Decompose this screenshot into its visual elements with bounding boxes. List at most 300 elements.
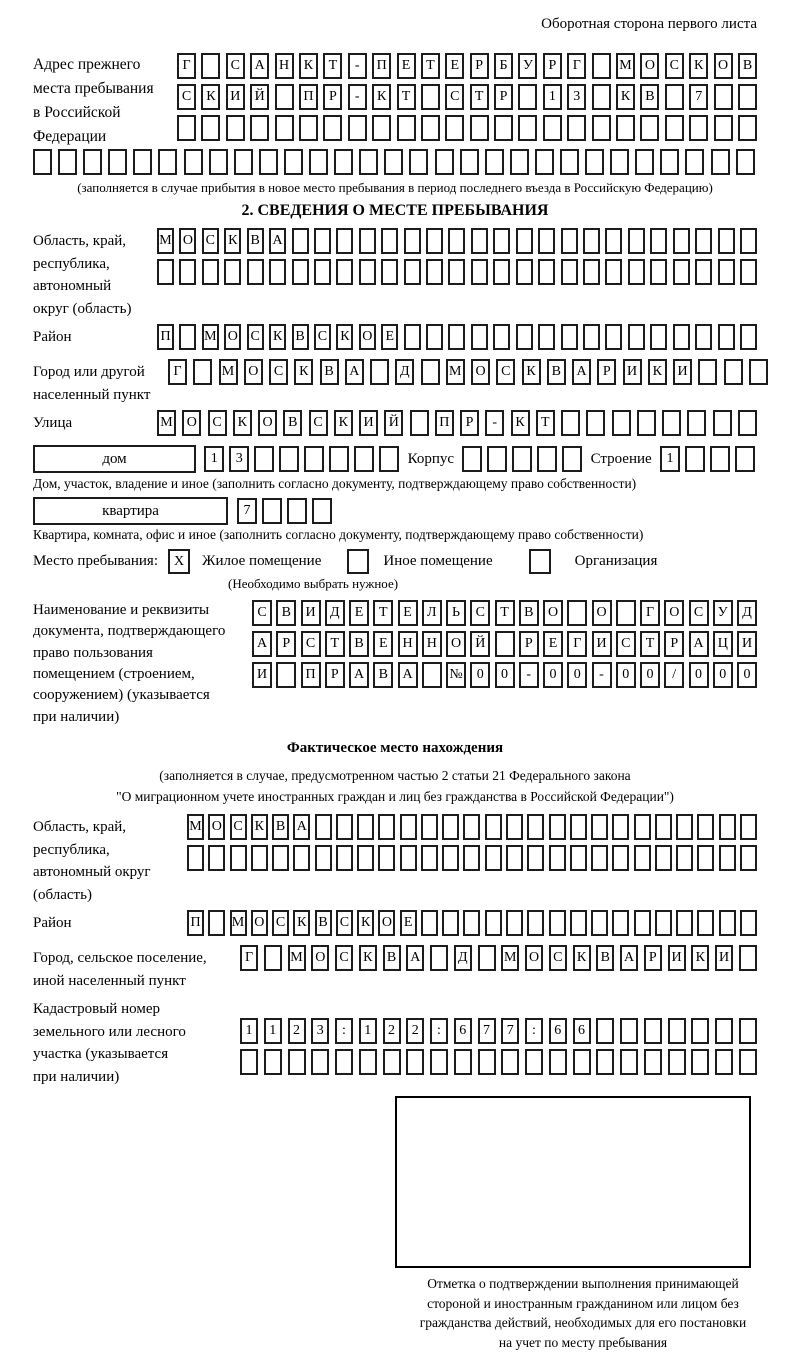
- char-cell[interactable]: В: [738, 53, 757, 79]
- char-cell[interactable]: [676, 845, 693, 871]
- char-cell[interactable]: [739, 945, 757, 971]
- char-cell[interactable]: [493, 259, 510, 285]
- char-cell[interactable]: [463, 910, 480, 936]
- char-cell[interactable]: 0: [543, 662, 563, 688]
- char-cell[interactable]: К: [233, 410, 252, 436]
- char-cell[interactable]: Й: [250, 84, 269, 110]
- char-cell[interactable]: К: [269, 324, 286, 350]
- char-cell[interactable]: [334, 149, 353, 175]
- char-cell[interactable]: [612, 814, 629, 840]
- char-cell[interactable]: [665, 115, 684, 141]
- char-cell[interactable]: [637, 410, 656, 436]
- char-cell[interactable]: К: [357, 910, 374, 936]
- char-cell[interactable]: [668, 1049, 686, 1075]
- char-cell[interactable]: Е: [445, 53, 464, 79]
- char-cell[interactable]: 3: [229, 446, 249, 472]
- char-cell[interactable]: [736, 149, 755, 175]
- char-cell[interactable]: [314, 259, 331, 285]
- char-cell[interactable]: Е: [543, 631, 563, 657]
- char-cell[interactable]: [567, 115, 586, 141]
- char-cell[interactable]: 2: [383, 1018, 401, 1044]
- char-cell[interactable]: [279, 446, 299, 472]
- char-cell[interactable]: М: [202, 324, 219, 350]
- char-cell[interactable]: [430, 1049, 448, 1075]
- char-cell[interactable]: [527, 845, 544, 871]
- char-cell[interactable]: [549, 910, 566, 936]
- char-cell[interactable]: С: [230, 814, 247, 840]
- char-cell[interactable]: [421, 814, 438, 840]
- char-cell[interactable]: [676, 814, 693, 840]
- char-cell[interactable]: К: [294, 359, 313, 385]
- char-cell[interactable]: [404, 259, 421, 285]
- char-cell[interactable]: [620, 1018, 638, 1044]
- char-cell[interactable]: [665, 84, 684, 110]
- char-cell[interactable]: [240, 1049, 258, 1075]
- char-cell[interactable]: [561, 410, 580, 436]
- char-cell[interactable]: [549, 814, 566, 840]
- char-cell[interactable]: [410, 410, 429, 436]
- char-cell[interactable]: [359, 259, 376, 285]
- char-cell[interactable]: [592, 84, 611, 110]
- char-cell[interactable]: В: [547, 359, 566, 385]
- char-cell[interactable]: [359, 228, 376, 254]
- char-cell[interactable]: О: [525, 945, 543, 971]
- char-cell[interactable]: В: [640, 84, 659, 110]
- char-cell[interactable]: О: [224, 324, 241, 350]
- char-cell[interactable]: [254, 446, 274, 472]
- char-cell[interactable]: И: [301, 600, 321, 626]
- char-cell[interactable]: И: [623, 359, 642, 385]
- char-cell[interactable]: [304, 446, 324, 472]
- char-cell[interactable]: [400, 845, 417, 871]
- char-cell[interactable]: [430, 945, 448, 971]
- char-cell[interactable]: Г: [640, 600, 660, 626]
- char-cell[interactable]: У: [518, 53, 537, 79]
- char-cell[interactable]: [570, 910, 587, 936]
- char-cell[interactable]: [224, 259, 241, 285]
- char-cell[interactable]: [230, 845, 247, 871]
- char-cell[interactable]: [370, 359, 389, 385]
- char-cell[interactable]: О: [664, 600, 684, 626]
- char-cell[interactable]: [293, 845, 310, 871]
- char-cell[interactable]: И: [252, 662, 272, 688]
- char-cell[interactable]: -: [519, 662, 539, 688]
- char-cell[interactable]: /: [664, 662, 684, 688]
- char-cell[interactable]: 2: [288, 1018, 306, 1044]
- char-cell[interactable]: [687, 410, 706, 436]
- char-cell[interactable]: [739, 1049, 757, 1075]
- char-cell[interactable]: [561, 259, 578, 285]
- char-cell[interactable]: [336, 259, 353, 285]
- char-cell[interactable]: Н: [422, 631, 442, 657]
- char-cell[interactable]: К: [299, 53, 318, 79]
- char-cell[interactable]: [605, 324, 622, 350]
- char-cell[interactable]: Г: [567, 631, 587, 657]
- char-cell[interactable]: И: [737, 631, 757, 657]
- char-cell[interactable]: В: [272, 814, 289, 840]
- char-cell[interactable]: 2: [406, 1018, 424, 1044]
- char-cell[interactable]: [673, 228, 690, 254]
- char-cell[interactable]: [264, 1049, 282, 1075]
- char-cell[interactable]: [570, 845, 587, 871]
- char-cell[interactable]: [714, 115, 733, 141]
- char-cell[interactable]: [315, 814, 332, 840]
- char-cell[interactable]: К: [691, 945, 709, 971]
- char-cell[interactable]: [538, 228, 555, 254]
- char-cell[interactable]: [710, 446, 730, 472]
- char-cell[interactable]: 0: [495, 662, 515, 688]
- char-cell[interactable]: [591, 814, 608, 840]
- char-cell[interactable]: [685, 149, 704, 175]
- char-cell[interactable]: -: [348, 84, 367, 110]
- char-cell[interactable]: К: [616, 84, 635, 110]
- char-cell[interactable]: [83, 149, 102, 175]
- char-cell[interactable]: [158, 149, 177, 175]
- char-cell[interactable]: О: [258, 410, 277, 436]
- char-cell[interactable]: С: [314, 324, 331, 350]
- char-cell[interactable]: [596, 1018, 614, 1044]
- char-cell[interactable]: У: [713, 600, 733, 626]
- char-cell[interactable]: О: [179, 228, 196, 254]
- char-cell[interactable]: 1: [264, 1018, 282, 1044]
- char-cell[interactable]: Д: [395, 359, 414, 385]
- char-cell[interactable]: [738, 84, 757, 110]
- char-cell[interactable]: [567, 600, 587, 626]
- char-cell[interactable]: [695, 324, 712, 350]
- char-cell[interactable]: [510, 149, 529, 175]
- char-cell[interactable]: [201, 115, 220, 141]
- char-cell[interactable]: А: [269, 228, 286, 254]
- char-cell[interactable]: Т: [470, 84, 489, 110]
- char-cell[interactable]: [689, 115, 708, 141]
- char-cell[interactable]: [724, 359, 743, 385]
- char-cell[interactable]: Д: [454, 945, 472, 971]
- char-cell[interactable]: [673, 324, 690, 350]
- char-cell[interactable]: [442, 845, 459, 871]
- char-cell[interactable]: [711, 149, 730, 175]
- char-cell[interactable]: [359, 1049, 377, 1075]
- char-cell[interactable]: А: [250, 53, 269, 79]
- char-cell[interactable]: 6: [573, 1018, 591, 1044]
- char-cell[interactable]: А: [572, 359, 591, 385]
- char-cell[interactable]: [329, 446, 349, 472]
- char-cell[interactable]: [592, 53, 611, 79]
- char-cell[interactable]: П: [299, 84, 318, 110]
- char-cell[interactable]: [378, 845, 395, 871]
- char-cell[interactable]: Н: [275, 53, 294, 79]
- char-cell[interactable]: [628, 324, 645, 350]
- char-cell[interactable]: [471, 259, 488, 285]
- char-cell[interactable]: [287, 498, 307, 524]
- char-cell[interactable]: В: [247, 228, 264, 254]
- char-cell[interactable]: [193, 359, 212, 385]
- char-cell[interactable]: [426, 228, 443, 254]
- char-cell[interactable]: [691, 1018, 709, 1044]
- char-cell[interactable]: [336, 228, 353, 254]
- char-cell[interactable]: Р: [644, 945, 662, 971]
- char-cell[interactable]: О: [251, 910, 268, 936]
- char-cell[interactable]: [585, 149, 604, 175]
- char-cell[interactable]: [605, 259, 622, 285]
- char-cell[interactable]: [264, 945, 282, 971]
- char-cell[interactable]: [275, 84, 294, 110]
- char-cell[interactable]: [284, 149, 303, 175]
- char-cell[interactable]: Г: [240, 945, 258, 971]
- stay-checkbox-other-premises[interactable]: [347, 549, 369, 574]
- char-cell[interactable]: М: [616, 53, 635, 79]
- char-cell[interactable]: 7: [501, 1018, 519, 1044]
- char-cell[interactable]: [610, 149, 629, 175]
- char-cell[interactable]: Р: [276, 631, 296, 657]
- char-cell[interactable]: [426, 259, 443, 285]
- char-cell[interactable]: [518, 84, 537, 110]
- char-cell[interactable]: С: [226, 53, 245, 79]
- char-cell[interactable]: [292, 228, 309, 254]
- char-cell[interactable]: Е: [349, 600, 369, 626]
- char-cell[interactable]: [535, 149, 554, 175]
- char-cell[interactable]: [262, 498, 282, 524]
- char-cell[interactable]: [208, 845, 225, 871]
- char-cell[interactable]: А: [293, 814, 310, 840]
- char-cell[interactable]: А: [345, 359, 364, 385]
- char-cell[interactable]: [506, 910, 523, 936]
- char-cell[interactable]: -: [485, 410, 504, 436]
- char-cell[interactable]: 7: [478, 1018, 496, 1044]
- char-cell[interactable]: [612, 910, 629, 936]
- char-cell[interactable]: :: [335, 1018, 353, 1044]
- char-cell[interactable]: [715, 1018, 733, 1044]
- char-cell[interactable]: [311, 1049, 329, 1075]
- char-cell[interactable]: [485, 814, 502, 840]
- char-cell[interactable]: Т: [421, 53, 440, 79]
- char-cell[interactable]: С: [665, 53, 684, 79]
- char-cell[interactable]: [133, 149, 152, 175]
- char-cell[interactable]: [485, 845, 502, 871]
- char-cell[interactable]: К: [573, 945, 591, 971]
- char-cell[interactable]: [501, 1049, 519, 1075]
- char-cell[interactable]: Ц: [713, 631, 733, 657]
- char-cell[interactable]: [512, 446, 532, 472]
- char-cell[interactable]: [379, 446, 399, 472]
- char-cell[interactable]: 3: [567, 84, 586, 110]
- char-cell[interactable]: Р: [494, 84, 513, 110]
- char-cell[interactable]: [485, 149, 504, 175]
- char-cell[interactable]: [740, 910, 757, 936]
- char-cell[interactable]: [400, 814, 417, 840]
- char-cell[interactable]: С: [335, 945, 353, 971]
- char-cell[interactable]: [695, 228, 712, 254]
- char-cell[interactable]: С: [336, 910, 353, 936]
- char-cell[interactable]: [628, 228, 645, 254]
- char-cell[interactable]: 1: [660, 446, 680, 472]
- char-cell[interactable]: [336, 814, 353, 840]
- char-cell[interactable]: [570, 814, 587, 840]
- char-cell[interactable]: :: [430, 1018, 448, 1044]
- apartment-box-label[interactable]: квартира: [33, 497, 228, 525]
- char-cell[interactable]: О: [592, 600, 612, 626]
- char-cell[interactable]: [357, 845, 374, 871]
- char-cell[interactable]: [442, 910, 459, 936]
- char-cell[interactable]: [435, 149, 454, 175]
- char-cell[interactable]: [740, 228, 757, 254]
- char-cell[interactable]: [421, 845, 438, 871]
- char-cell[interactable]: И: [673, 359, 692, 385]
- char-cell[interactable]: И: [359, 410, 378, 436]
- char-cell[interactable]: В: [519, 600, 539, 626]
- char-cell[interactable]: О: [359, 324, 376, 350]
- char-cell[interactable]: М: [219, 359, 238, 385]
- char-cell[interactable]: [676, 910, 693, 936]
- char-cell[interactable]: К: [689, 53, 708, 79]
- char-cell[interactable]: [108, 149, 127, 175]
- char-cell[interactable]: [538, 324, 555, 350]
- char-cell[interactable]: [719, 910, 736, 936]
- char-cell[interactable]: А: [689, 631, 709, 657]
- char-cell[interactable]: [309, 149, 328, 175]
- char-cell[interactable]: А: [252, 631, 272, 657]
- char-cell[interactable]: [372, 115, 391, 141]
- char-cell[interactable]: [485, 910, 502, 936]
- char-cell[interactable]: [495, 631, 515, 657]
- char-cell[interactable]: [426, 324, 443, 350]
- char-cell[interactable]: С: [549, 945, 567, 971]
- char-cell[interactable]: [668, 1018, 686, 1044]
- char-cell[interactable]: 7: [689, 84, 708, 110]
- char-cell[interactable]: [697, 845, 714, 871]
- char-cell[interactable]: [713, 410, 732, 436]
- char-cell[interactable]: К: [336, 324, 353, 350]
- char-cell[interactable]: [616, 115, 635, 141]
- char-cell[interactable]: [157, 259, 174, 285]
- char-cell[interactable]: О: [640, 53, 659, 79]
- char-cell[interactable]: [471, 228, 488, 254]
- char-cell[interactable]: [406, 1049, 424, 1075]
- char-cell[interactable]: :: [525, 1018, 543, 1044]
- char-cell[interactable]: [454, 1049, 472, 1075]
- char-cell[interactable]: С: [616, 631, 636, 657]
- house-box-label[interactable]: дом: [33, 445, 196, 473]
- char-cell[interactable]: [543, 115, 562, 141]
- char-cell[interactable]: [738, 410, 757, 436]
- char-cell[interactable]: К: [522, 359, 541, 385]
- char-cell[interactable]: [635, 149, 654, 175]
- char-cell[interactable]: М: [230, 910, 247, 936]
- char-cell[interactable]: [583, 324, 600, 350]
- char-cell[interactable]: Р: [323, 84, 342, 110]
- char-cell[interactable]: 1: [204, 446, 224, 472]
- char-cell[interactable]: [697, 814, 714, 840]
- char-cell[interactable]: Р: [470, 53, 489, 79]
- char-cell[interactable]: [336, 845, 353, 871]
- char-cell[interactable]: [516, 324, 533, 350]
- char-cell[interactable]: П: [372, 53, 391, 79]
- char-cell[interactable]: [573, 1049, 591, 1075]
- char-cell[interactable]: [422, 662, 442, 688]
- char-cell[interactable]: К: [334, 410, 353, 436]
- char-cell[interactable]: С: [470, 600, 490, 626]
- char-cell[interactable]: [691, 1049, 709, 1075]
- char-cell[interactable]: [612, 410, 631, 436]
- char-cell[interactable]: [527, 814, 544, 840]
- char-cell[interactable]: Д: [325, 600, 345, 626]
- char-cell[interactable]: [272, 845, 289, 871]
- char-cell[interactable]: Р: [519, 631, 539, 657]
- char-cell[interactable]: [397, 115, 416, 141]
- char-cell[interactable]: [421, 359, 440, 385]
- char-cell[interactable]: 0: [567, 662, 587, 688]
- char-cell[interactable]: [560, 149, 579, 175]
- char-cell[interactable]: [738, 115, 757, 141]
- char-cell[interactable]: [612, 845, 629, 871]
- char-cell[interactable]: Р: [543, 53, 562, 79]
- char-cell[interactable]: С: [208, 410, 227, 436]
- char-cell[interactable]: [695, 259, 712, 285]
- char-cell[interactable]: 3: [311, 1018, 329, 1044]
- char-cell[interactable]: В: [596, 945, 614, 971]
- char-cell[interactable]: [660, 149, 679, 175]
- char-cell[interactable]: П: [157, 324, 174, 350]
- char-cell[interactable]: [634, 845, 651, 871]
- char-cell[interactable]: [719, 845, 736, 871]
- char-cell[interactable]: [583, 259, 600, 285]
- char-cell[interactable]: [591, 910, 608, 936]
- char-cell[interactable]: [209, 149, 228, 175]
- char-cell[interactable]: М: [501, 945, 519, 971]
- char-cell[interactable]: А: [406, 945, 424, 971]
- char-cell[interactable]: [226, 115, 245, 141]
- char-cell[interactable]: В: [349, 631, 369, 657]
- char-cell[interactable]: [487, 446, 507, 472]
- char-cell[interactable]: [187, 845, 204, 871]
- char-cell[interactable]: [421, 115, 440, 141]
- char-cell[interactable]: Т: [640, 631, 660, 657]
- char-cell[interactable]: [323, 115, 342, 141]
- char-cell[interactable]: [421, 910, 438, 936]
- char-cell[interactable]: М: [157, 410, 176, 436]
- char-cell[interactable]: [58, 149, 77, 175]
- char-cell[interactable]: Й: [470, 631, 490, 657]
- char-cell[interactable]: [655, 845, 672, 871]
- char-cell[interactable]: 0: [616, 662, 636, 688]
- char-cell[interactable]: К: [251, 814, 268, 840]
- char-cell[interactable]: [740, 324, 757, 350]
- char-cell[interactable]: [644, 1018, 662, 1044]
- char-cell[interactable]: [409, 149, 428, 175]
- char-cell[interactable]: [250, 115, 269, 141]
- char-cell[interactable]: П: [187, 910, 204, 936]
- char-cell[interactable]: О: [714, 53, 733, 79]
- char-cell[interactable]: [462, 446, 482, 472]
- char-cell[interactable]: А: [349, 662, 369, 688]
- char-cell[interactable]: [404, 324, 421, 350]
- char-cell[interactable]: Г: [177, 53, 196, 79]
- char-cell[interactable]: А: [398, 662, 418, 688]
- char-cell[interactable]: [234, 149, 253, 175]
- char-cell[interactable]: [494, 115, 513, 141]
- char-cell[interactable]: [288, 1049, 306, 1075]
- char-cell[interactable]: И: [592, 631, 612, 657]
- char-cell[interactable]: [506, 814, 523, 840]
- char-cell[interactable]: Е: [400, 910, 417, 936]
- char-cell[interactable]: В: [373, 662, 393, 688]
- char-cell[interactable]: [184, 149, 203, 175]
- char-cell[interactable]: [673, 259, 690, 285]
- char-cell[interactable]: О: [543, 600, 563, 626]
- char-cell[interactable]: [312, 498, 332, 524]
- char-cell[interactable]: Д: [737, 600, 757, 626]
- char-cell[interactable]: [348, 115, 367, 141]
- char-cell[interactable]: Б: [494, 53, 513, 79]
